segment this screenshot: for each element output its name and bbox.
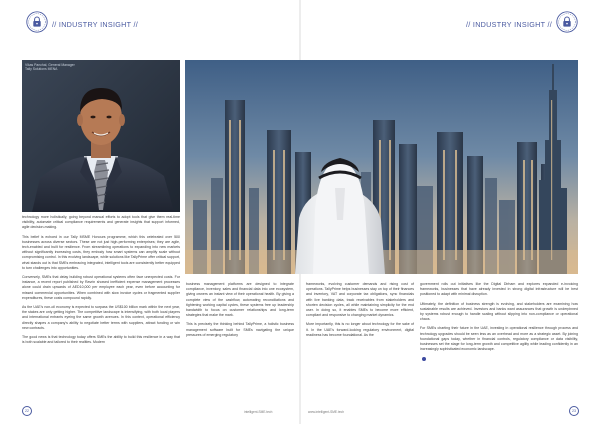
caption-role: Tally Solutions MENA [25, 67, 58, 72]
city-skyline-photo [185, 60, 578, 274]
article-column-right-a [306, 282, 414, 342]
paragraph: technology more holistically, going beyond manual efforts to adopt tools that give them real-time visibility, automate critical compliance requirements and generate insights that support informed, agile decision-making. [22, 215, 180, 230]
footer-url-left[interactable]: intelligent-SME.tech [244, 410, 273, 414]
paragraph: government rolls out initiatives like the Digital Dirham and explores expanded e-invoicing frameworks, businesses that have already invested in strong digital infrastructure will be best positioned to adapt with minimal disruption. [420, 282, 578, 297]
portrait-photo [22, 60, 180, 212]
caption-name: Vikas Panchal, General Manager [25, 63, 75, 67]
lock-icon [26, 11, 48, 33]
paragraph: The good news is that technology today offers SMEs the ability to build this resilience in a way that is both scalable and tailored to their realities. Modern [22, 335, 180, 345]
article-column-right-b [420, 282, 578, 362]
paragraph: Conversely, SMEs that delay building robust operational systems often face unexpected costs. For instance, a recent report published by Ravrin showed inefficient expense management processes alone could drain upwards of AED10,000 per employee each year, even before accounting for missed commercial opportunities. When combined with slow invoice cycles or fragmented supplier expenditures, these costs compound rapidly. [22, 275, 180, 300]
paragraph: This belief is echoed in our Tally MSME Honours programme, which this celebrated over 500 businesses across diverse sectors. These are not just high-performing enterprises; they are agile, tech-enabled and built for resilience. From streamlining operations to expanding into new markets without significantly increasing costs, they embody how smart systems can amplify scale without compromising control. In this evolving landscape, while solutions like TallyPrime offer critical support, what stands out is that SMEs embracing integrated, intelligent tools are consistently better equipped to turn challenges into opportunities. [22, 234, 180, 270]
article-column-left [22, 215, 180, 349]
lock-icon [556, 11, 578, 33]
paragraph: frameworks, evolving customer demands and rising cost of operations. TallyPrime helps businesses stay on top of their finances and inventory, VAT and corporate tax obligations, sync financials with live banking data, track receivables from stakeholders and shorten decision cycles, all while maintaining simplicity for the end user. In doing so, it enables SMEs to become more efficient, compliant and responsive to changing market dynamics. [306, 282, 414, 318]
paragraph: business management platforms are designed to integrate compliance, inventory, sales and financial data into one ecosystem, giving owners an instant view of their operational health. By giving a complete view of the cashflow, automating reconciliations and tightening working capital cycles, these systems free up leadership bandwidth to focus on customer relationships and long-term strategies that make the mark. [186, 282, 294, 318]
end-of-article-icon [422, 357, 426, 361]
footer-url-right[interactable]: www.intelligent-SME.tech [308, 410, 344, 414]
photo-caption [25, 63, 75, 72]
paragraph: This is precisely the thinking behind TallyPrime, a holistic business management software built for SMEs navigating the unique pressures of emerging regulatory [186, 322, 294, 337]
section-title-left: // INDUSTRY INSIGHT // [52, 20, 139, 29]
page-number-left: 22 [22, 406, 32, 416]
page-number-right: 23 [569, 406, 579, 416]
article-column-middle [186, 282, 294, 342]
section-title-right: // INDUSTRY INSIGHT // [466, 20, 553, 29]
paragraph: Ultimately, the definition of business strength is evolving, and stakeholders are examining how sustainable results are achieved. Investors and banks want assurances that growth is underpinned by systems robust enough to handle scaling without slipping into non-compliance or operational chaos. [420, 301, 578, 322]
paragraph: As the UAE's non-oil economy is expected to surpass the US$100 billion mark within the next year, the stakes are only getting higher. The competitive landscape is intensifying, with both local players and international entrants eyeing the same growth avenues. In this context, operational efficiency directly shapes a company's ability to negotiate better terms with suppliers, attract funding or win new contracts. [22, 305, 180, 330]
paragraph: For SMEs charting their future in the UAE, investing in operational resilience through process and technology upgrades should be seen less as an overhead and more as a strategic asset. By joining foundational gaps today, whether in financial controls, regulatory compliance or data visibility, businesses set the stage for long-term growth and competitive agility while leading confidently in an increasingly sophisticated economic landscape. [420, 326, 578, 352]
paragraph: More importantly, this is no longer about technology for the sake of it. In the UAE's forward-looking regulatory environment, digital readiness has become foundational. As the [306, 322, 414, 337]
